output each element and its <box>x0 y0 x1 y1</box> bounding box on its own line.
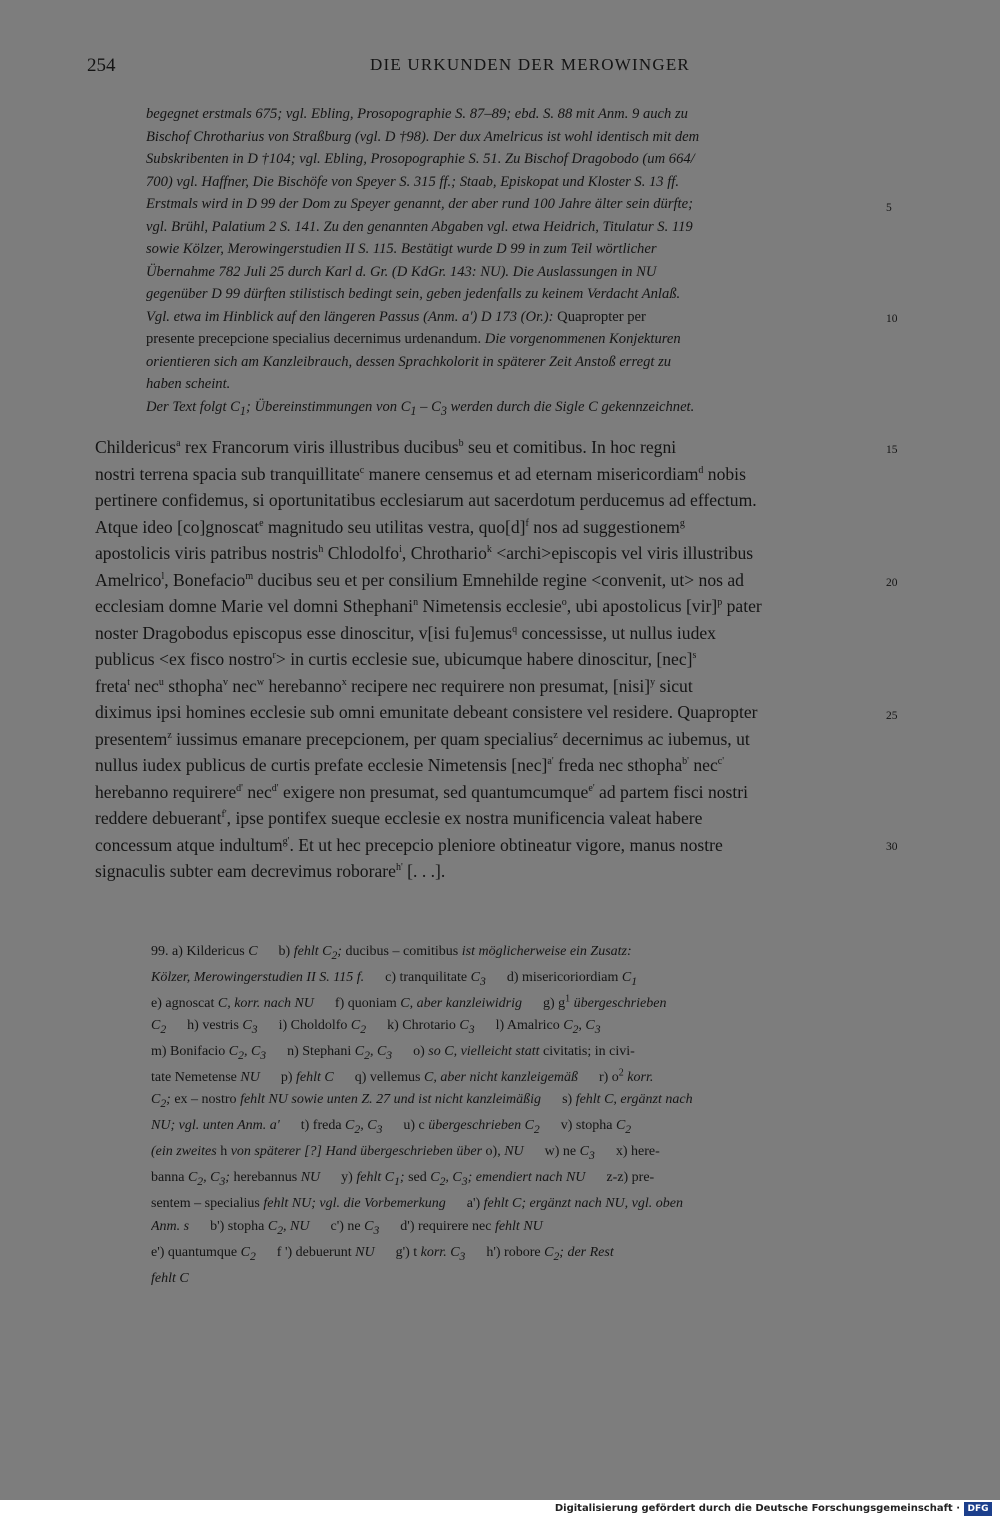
footnote-marker: h' <box>395 862 403 874</box>
footnote-marker: b' <box>682 756 689 768</box>
apparatus-run: fehlt C <box>151 1270 189 1286</box>
apparatus-run: c) tranquilitate <box>364 970 471 985</box>
apparatus-line <box>151 1067 871 1089</box>
apparatus-run: C <box>187 1170 198 1186</box>
charter-text-run: ecclesiam domne Marie vel domni Sthephani <box>95 596 414 616</box>
apparatus-run: a') <box>445 1196 484 1212</box>
footnote-marker: d' <box>271 782 279 794</box>
charter-text-run: concessisse, ut nullus iudex <box>517 622 716 643</box>
charter-text-run: Nimetensis ecclesie <box>418 596 562 616</box>
charter-text-run: , ubi apostolicus [vir] <box>566 596 718 616</box>
charter-text-run: reddere debuerant <box>95 808 222 828</box>
footnote-marker: p <box>717 597 723 609</box>
footnote-marker: y <box>650 676 656 688</box>
apparatus-line <box>151 1167 871 1193</box>
charter-text-run: nullus iudex publicus de curtis prefate ecclesie Nimetensis [nec] <box>95 755 548 775</box>
intro-line: Übernahme 782 Juli 25 durch Karl d. Gr. (D KdGr. 143: NU). Die Auslassungen in NU <box>146 263 657 280</box>
footnote-marker: s <box>692 650 697 662</box>
apparatus-run: 2 <box>533 1123 540 1137</box>
apparatus-run: herebannus <box>233 1170 301 1186</box>
apparatus-run: , NU <box>283 1218 310 1234</box>
apparatus-run: 2 <box>625 1123 632 1137</box>
charter-text-run: magnitudo seu utilitas vestra, quo[d] <box>263 516 526 537</box>
charter-line <box>95 487 867 514</box>
charter-line <box>95 699 867 726</box>
apparatus-run: fehlt C; ergänzt nach NU, vgl. oben <box>483 1196 683 1212</box>
apparatus-run: banna <box>151 1170 188 1186</box>
apparatus-run: c') ne <box>309 1218 365 1234</box>
apparatus-line <box>151 1141 871 1167</box>
apparatus-run: f ') debuerunt <box>255 1244 356 1260</box>
apparatus-run: von späterer [?] Hand übergeschrieben über <box>230 1144 486 1160</box>
apparatus-run: 1 <box>394 1175 400 1189</box>
charter-text-run: Chlodolfo <box>323 543 400 563</box>
apparatus-run: b') stopha <box>189 1218 268 1234</box>
charter-text-run: [. . .]. <box>402 861 446 881</box>
intro-line: gegenüber D 99 dürften stilistisch bedingt sein, geben jedenfalls zu keinem Verdacht Anlaß. <box>146 286 681 302</box>
apparatus-run: 3 <box>260 1049 267 1062</box>
charter-text-run: nostri terrena spacia sub tranquillitate <box>95 463 360 484</box>
apparatus-run: m) Bonifacio <box>151 1044 229 1060</box>
intro-line <box>146 328 864 351</box>
apparatus-run: z-z) pre- <box>585 1170 655 1186</box>
apparatus-run: 2 <box>160 1023 167 1036</box>
footnote-marker: e <box>259 517 264 529</box>
apparatus-run: C, aber nicht kanzleigemäß <box>423 1070 578 1086</box>
apparatus-run: , C <box>578 1018 595 1034</box>
apparatus-run: ; <box>399 1170 409 1186</box>
apparatus-run: 2 <box>354 1123 361 1137</box>
apparatus-run: b) <box>257 944 294 959</box>
apparatus-run: q) vellemus <box>333 1070 424 1086</box>
footnote-marker: k <box>486 544 492 556</box>
apparatus-run: C <box>345 1118 355 1134</box>
footer-bar <box>0 1500 1000 1520</box>
apparatus-run: 1 <box>631 974 638 988</box>
apparatus-run: e) agnoscat <box>151 996 218 1011</box>
charter-line <box>95 514 867 541</box>
intro-text: Vgl. etwa im Hinblick auf den längeren Passus (Anm. a') D 173 (Or.): <box>146 308 554 325</box>
intro-upright-text: presente precepcione specialius decernimus urdenandum. <box>146 331 482 347</box>
footnote-marker: a' <box>547 756 554 768</box>
apparatus-run: fehlt C, ergänzt nach <box>575 1092 693 1108</box>
charter-text-run: . Et ut hec precepcio pleniore obtineatur vigore, manus nostre <box>289 834 723 855</box>
apparatus-run: , C <box>360 1118 377 1134</box>
apparatus-run: 3 <box>589 1149 595 1163</box>
apparatus-run: w) ne <box>523 1144 580 1160</box>
intro-line: Erstmals wird in D 99 der Dom zu Speyer genannt, der aber rund 100 Jahre älter sein dürfte; <box>146 196 693 212</box>
apparatus-run: p) <box>259 1070 297 1086</box>
apparatus-line <box>151 1089 871 1115</box>
apparatus-run: f) quoniam <box>313 996 401 1011</box>
apparatus-run: übergeschrieben <box>570 996 667 1011</box>
page-number: 254 <box>87 55 116 76</box>
apparatus-run: s) <box>541 1092 576 1108</box>
apparatus-run: C <box>242 1018 252 1034</box>
charter-text-run: herebanno requirere <box>95 781 237 802</box>
apparatus-run: 2 <box>277 1223 284 1237</box>
charter-text-run: presentem <box>95 728 168 749</box>
intro-line: haben scheint. <box>146 376 231 392</box>
apparatus-run: Kölzer, Merowingerstudien II S. 115 f. <box>151 970 365 985</box>
apparatus-run: 2 <box>364 1049 370 1062</box>
apparatus-run: sentem – specialius <box>151 1196 264 1212</box>
apparatus-run: 2 <box>331 948 338 962</box>
intro-line: 700) vgl. Haffner, Die Bischöfe von Speyer S. 315 ff.; Staab, Episkopat und Kloster S. 13 ff. <box>146 173 680 190</box>
charter-text-run: freta <box>95 675 128 696</box>
apparatus-line <box>151 1193 871 1215</box>
footnote-marker: o <box>561 597 567 609</box>
charter-text-run: nobis <box>703 463 746 484</box>
footnote-marker: n <box>413 597 419 609</box>
footnote-marker: b <box>458 438 464 450</box>
apparatus-run: 2 <box>249 1249 256 1263</box>
apparatus-line <box>151 967 871 993</box>
apparatus-run: C <box>267 1218 278 1234</box>
footnote-marker: e' <box>588 782 595 794</box>
apparatus-line <box>151 1242 871 1268</box>
charter-line <box>95 540 867 567</box>
apparatus-run: ; emendiert nach NU <box>467 1170 586 1186</box>
apparatus-run: d') requirere nec <box>379 1218 495 1234</box>
apparatus-run: n) Stephani <box>266 1044 355 1060</box>
charter-text-run: nec <box>688 755 718 775</box>
apparatus-run: ; der Rest <box>559 1244 614 1260</box>
charter-text-run: nec <box>227 675 257 696</box>
charter-line <box>95 805 867 832</box>
intro-text: Der Text folgt C <box>146 398 240 415</box>
charter-line <box>95 593 867 620</box>
apparatus-run: C <box>240 1244 250 1260</box>
footnote-marker: t <box>127 676 131 688</box>
apparatus-run: k) Chrotario <box>366 1018 460 1034</box>
apparatus-run: C <box>430 1170 440 1186</box>
apparatus-run: NU; vgl. unten Anm. a' <box>151 1118 280 1134</box>
margin-line-number: 5 <box>886 202 892 214</box>
apparatus-run: korr. C <box>420 1244 460 1260</box>
apparatus-run: 3 <box>468 1023 475 1036</box>
charter-text-run: diximus ipsi homines ecclesie sub omni emunitate debeant consistere vel residere. Quapropter <box>95 702 758 722</box>
apparatus-run: tate Nemetense <box>151 1070 241 1086</box>
apparatus-run: fehlt C <box>296 1070 334 1086</box>
apparatus-run: NU <box>240 1070 260 1086</box>
apparatus-run: NU <box>504 1144 524 1160</box>
apparatus-run: C, korr. nach NU <box>217 996 314 1011</box>
charter-text-run: ad partem fisci nostri <box>594 781 749 802</box>
footnote-marker: u <box>158 676 164 688</box>
apparatus-run: 2 <box>197 1175 204 1189</box>
charter-text-run: , Bonefacio <box>164 569 246 590</box>
charter-text-run: ducibus seu et per consilium Emnehilde regine <convenit, ut> nos ad <box>253 569 744 590</box>
intro-line: begegnet erstmals 675; vgl. Ebling, Prosopographie S. 87–89; ebd. S. 88 mit Anm. 9 auch zu <box>146 106 688 122</box>
subscript: 1 <box>410 403 417 418</box>
charter-text-run: publicus <ex fisco nostro <box>95 649 273 669</box>
apparatus-run: Anm. s <box>151 1218 190 1234</box>
apparatus-run: NU <box>355 1244 375 1260</box>
apparatus-run: 2 <box>572 1023 579 1036</box>
charter-text-run: pater <box>722 596 762 616</box>
apparatus-run: C <box>228 1044 239 1060</box>
intro-text: Die vorgenommenen Konjekturen <box>484 331 681 347</box>
apparatus-run: 3 <box>376 1123 383 1137</box>
apparatus-run: 99. a) Kildericus <box>151 944 249 959</box>
charter-line <box>95 673 867 700</box>
charter-line <box>95 832 867 859</box>
apparatus-run: 2 <box>360 1023 367 1036</box>
charter-text-run: concessum atque indultum <box>95 834 283 855</box>
apparatus-run: C <box>579 1144 589 1160</box>
charter-text-run: Childericus <box>95 437 177 457</box>
apparatus-run: ex – nostro <box>174 1092 241 1108</box>
apparatus-run: fehlt NU sowie unten Z. 27 und ist nicht kanzleimäßig <box>240 1092 542 1108</box>
apparatus-run: , C <box>445 1170 462 1186</box>
charter-text-run: nec <box>130 675 159 696</box>
footnote-marker: f' <box>221 809 227 821</box>
charter-text-run: seu et comitibus. In hoc regni <box>463 437 677 457</box>
apparatus-run: y) <box>320 1170 357 1186</box>
charter-line <box>95 858 867 885</box>
apparatus-line <box>151 1115 871 1141</box>
apparatus-run: 3 <box>386 1049 393 1062</box>
apparatus-run: h) vestris <box>166 1018 243 1034</box>
intro-line: vgl. Brühl, Palatium 2 S. 141. Zu den genannten Abgaben vgl. etwa Heidrich, Titulatur S. 119 <box>146 218 693 235</box>
charter-text-run: herebanno <box>264 675 342 696</box>
apparatus-run: 3 <box>459 1249 466 1263</box>
charter-text-run: recipere nec requirere non presumat, [nisi] <box>346 675 651 696</box>
intro-line: orientieren sich am Kanzleibrauch, dessen Sprachkolorit in späterer Zeit Anstoß erregt zu <box>146 353 672 370</box>
apparatus-run: C <box>151 1092 161 1108</box>
footnote-marker: w <box>256 676 265 688</box>
apparatus-run: ; <box>337 944 346 959</box>
apparatus-run: 2 <box>439 1175 446 1189</box>
apparatus-line <box>151 1041 871 1067</box>
footnote-marker: r <box>272 650 276 662</box>
footer-credit: Digitalisierung gefördert durch die Deutsche Forschungsgemeinschaft · <box>554 1503 960 1514</box>
apparatus-run: C <box>248 944 258 959</box>
apparatus-run: C <box>544 1244 554 1260</box>
charter-line <box>95 646 867 673</box>
apparatus-run: t) freda <box>279 1118 346 1134</box>
footnote-marker: z <box>553 729 558 741</box>
apparatus-run: C <box>364 1218 374 1234</box>
margin-line-number: 20 <box>886 577 898 589</box>
apparatus-run: 3 <box>373 1223 380 1237</box>
charter-text-run: , Chrothario <box>401 543 487 563</box>
charter-line <box>95 434 867 461</box>
footnote-marker: l <box>161 570 165 582</box>
charter-line <box>95 726 867 753</box>
intro-text: – C <box>416 398 441 415</box>
charter-text-run: <archi>episcopis vel viris illustribus <box>491 543 754 563</box>
charter-text-run: pertinere confidemus, si oportunitatibus ecclesiarum aut sacerdotum perducemus ad effectum. <box>95 490 757 510</box>
intro-line: Bischof Chrotharius von Straßburg (vgl. D †98). Der dux Amelricus ist wohl identisch mit dem <box>146 128 700 145</box>
footnote-marker: q <box>512 623 518 635</box>
apparatus-run: i) Choldolfo <box>257 1018 351 1034</box>
apparatus-run: C <box>350 1018 361 1034</box>
apparatus-run: o), <box>485 1144 505 1160</box>
footnote-marker: c' <box>717 756 725 768</box>
margin-line-number: 15 <box>886 444 898 456</box>
charter-text-run: , ipse pontifex sueque ecclesie ex nostra munificencia valeat habere <box>226 808 703 828</box>
apparatus-run: , C <box>243 1044 261 1060</box>
apparatus-run: ; <box>225 1170 234 1186</box>
apparatus-run: C <box>563 1018 573 1034</box>
footnote-marker: a <box>176 438 181 450</box>
charter-line <box>95 779 867 806</box>
apparatus-run: ; <box>166 1092 175 1108</box>
margin-line-number: 30 <box>886 841 898 853</box>
apparatus-run: C <box>151 1018 161 1034</box>
critical-apparatus <box>151 941 871 1290</box>
footnote-marker: v <box>222 676 228 688</box>
charter-line <box>95 461 867 488</box>
apparatus-run: 3 <box>461 1175 468 1189</box>
apparatus-run: 3 <box>219 1175 226 1189</box>
apparatus-run: fehlt C <box>356 1170 395 1186</box>
charter-text-run: manere censemus et ad eternam misericordiam <box>364 463 699 484</box>
apparatus-run: ducibus – comitibus <box>345 944 462 959</box>
apparatus-run: o) <box>392 1044 429 1060</box>
footnote-marker: d' <box>236 782 243 794</box>
apparatus-run: 2 <box>160 1097 167 1111</box>
charter-text-run: signaculis subter eam decrevimus roborare <box>95 861 396 881</box>
apparatus-run: 3 <box>251 1023 258 1036</box>
apparatus-run: C <box>470 970 480 985</box>
charter-text-run: rex Francorum viris illustribus ducibus <box>180 437 459 457</box>
apparatus-run: C <box>615 1118 626 1134</box>
charter-text-run: decernimus ac iubemus, ut <box>557 728 750 749</box>
introductory-commentary <box>146 103 864 422</box>
footnote-marker: x <box>341 676 347 688</box>
charter-line <box>95 620 867 647</box>
apparatus-run: , C <box>203 1170 220 1186</box>
apparatus-run: g') t <box>374 1244 421 1260</box>
intro-line: sowie Kölzer, Merowingerstudien II S. 115. Bestätigt wurde D 99 in zum Teil wörtlicher <box>146 241 657 257</box>
intro-text: werden durch die Sigle C gekennzeichnet. <box>446 398 695 415</box>
intro-line: Subskribenten in D †104; vgl. Ebling, Prosopographie S. 51. Zu Bischof Dragobodo (um 664/ <box>146 151 695 167</box>
apparatus-line <box>151 1268 871 1290</box>
charter-line <box>95 567 867 594</box>
apparatus-run: C <box>354 1044 365 1060</box>
apparatus-run: e') quantumque <box>151 1244 241 1260</box>
apparatus-run: korr. <box>623 1070 654 1086</box>
apparatus-run: sed <box>408 1170 431 1186</box>
apparatus-run: 1 <box>565 993 571 1005</box>
apparatus-run: 3 <box>479 974 486 988</box>
footnote-marker: g <box>679 517 685 529</box>
apparatus-run: 2 <box>618 1067 624 1079</box>
footnote-marker: c <box>359 464 365 476</box>
apparatus-run: d) misericoriordiam <box>485 970 622 985</box>
intro-line <box>146 396 864 422</box>
charter-text-run: freda nec sthopha <box>553 755 683 775</box>
charter-text-run: sthopha <box>163 675 223 696</box>
apparatus-line <box>151 1216 871 1242</box>
apparatus-run: h') robore <box>465 1244 545 1260</box>
charter-text-run: apostolicis viris patribus nostris <box>95 543 319 563</box>
apparatus-run: civitatis; in civi- <box>543 1044 635 1060</box>
footnote-marker: z <box>167 729 172 741</box>
intro-line <box>146 306 864 329</box>
apparatus-run: g) g <box>521 996 566 1011</box>
charter-text-run: nec <box>242 781 272 802</box>
apparatus-line <box>151 941 871 967</box>
charter-text-run: Atque ideo [co]gnoscat <box>95 516 260 537</box>
apparatus-run: so C, vielleicht statt <box>428 1044 543 1060</box>
footnote-marker: d <box>698 464 704 476</box>
footnote-marker: i <box>399 544 402 556</box>
apparatus-run: fehlt NU <box>494 1218 543 1234</box>
footnote-marker: g' <box>282 835 290 847</box>
apparatus-run: , C <box>369 1044 387 1060</box>
apparatus-line <box>151 1015 871 1041</box>
footnote-marker: h <box>318 544 324 556</box>
apparatus-run: 2 <box>238 1049 244 1062</box>
intro-text: ; Übereinstimmungen von C <box>246 398 411 415</box>
apparatus-run: u) c <box>382 1118 429 1134</box>
charter-text-run: Amelrico <box>95 569 162 590</box>
apparatus-run: x) here- <box>594 1144 660 1160</box>
footnote-marker: m <box>245 570 254 582</box>
running-title: DIE URKUNDEN DER MEROWINGER <box>370 55 690 74</box>
dfg-logo: DFG <box>964 1502 992 1516</box>
apparatus-run: fehlt NU; vgl. die Vorbemerkung <box>263 1196 446 1212</box>
charter-text-run: sicut <box>655 675 693 696</box>
subscript: 3 <box>440 403 447 418</box>
apparatus-run: ist möglicherweise ein Zusatz: <box>461 944 632 959</box>
apparatus-run: v) stopha <box>539 1118 616 1134</box>
charter-text-run: exigere non presumat, sed quantumcumque <box>278 781 589 802</box>
apparatus-run: h <box>220 1144 231 1160</box>
charter-text-run: nos ad suggestionem <box>528 516 680 537</box>
apparatus-run: 2 <box>553 1249 560 1263</box>
apparatus-run: fehlt C <box>293 944 332 959</box>
apparatus-run: 3 <box>594 1023 601 1036</box>
apparatus-run: (ein zweites <box>151 1144 221 1160</box>
charter-line <box>95 752 867 779</box>
margin-line-number: 10 <box>886 313 898 325</box>
charter-text-run: noster Dragobodus episcopus esse dinoscitur, v[isi fu]emus <box>95 622 513 643</box>
apparatus-run: r) o <box>577 1070 619 1086</box>
charter-text-run: iussimus emanare precepcionem, per quam specialius <box>171 728 554 749</box>
apparatus-line <box>151 993 871 1015</box>
apparatus-run: übergeschrieben C <box>428 1118 534 1134</box>
subscript: 1 <box>239 403 246 418</box>
apparatus-run: NU <box>300 1170 321 1186</box>
apparatus-run: l) Amalrico <box>474 1018 564 1034</box>
charter-text-run: > in curtis ecclesie sue, ubicumque habere dinoscitur, [nec] <box>275 649 693 669</box>
margin-line-number: 25 <box>886 710 898 722</box>
apparatus-run: C <box>459 1018 469 1034</box>
apparatus-run: C, aber kanzleiwidrig <box>400 996 522 1011</box>
apparatus-run: C <box>621 970 632 985</box>
intro-upright-text: Quapropter per <box>557 308 646 325</box>
footnote-marker: f <box>525 517 529 529</box>
charter-text <box>95 434 867 885</box>
